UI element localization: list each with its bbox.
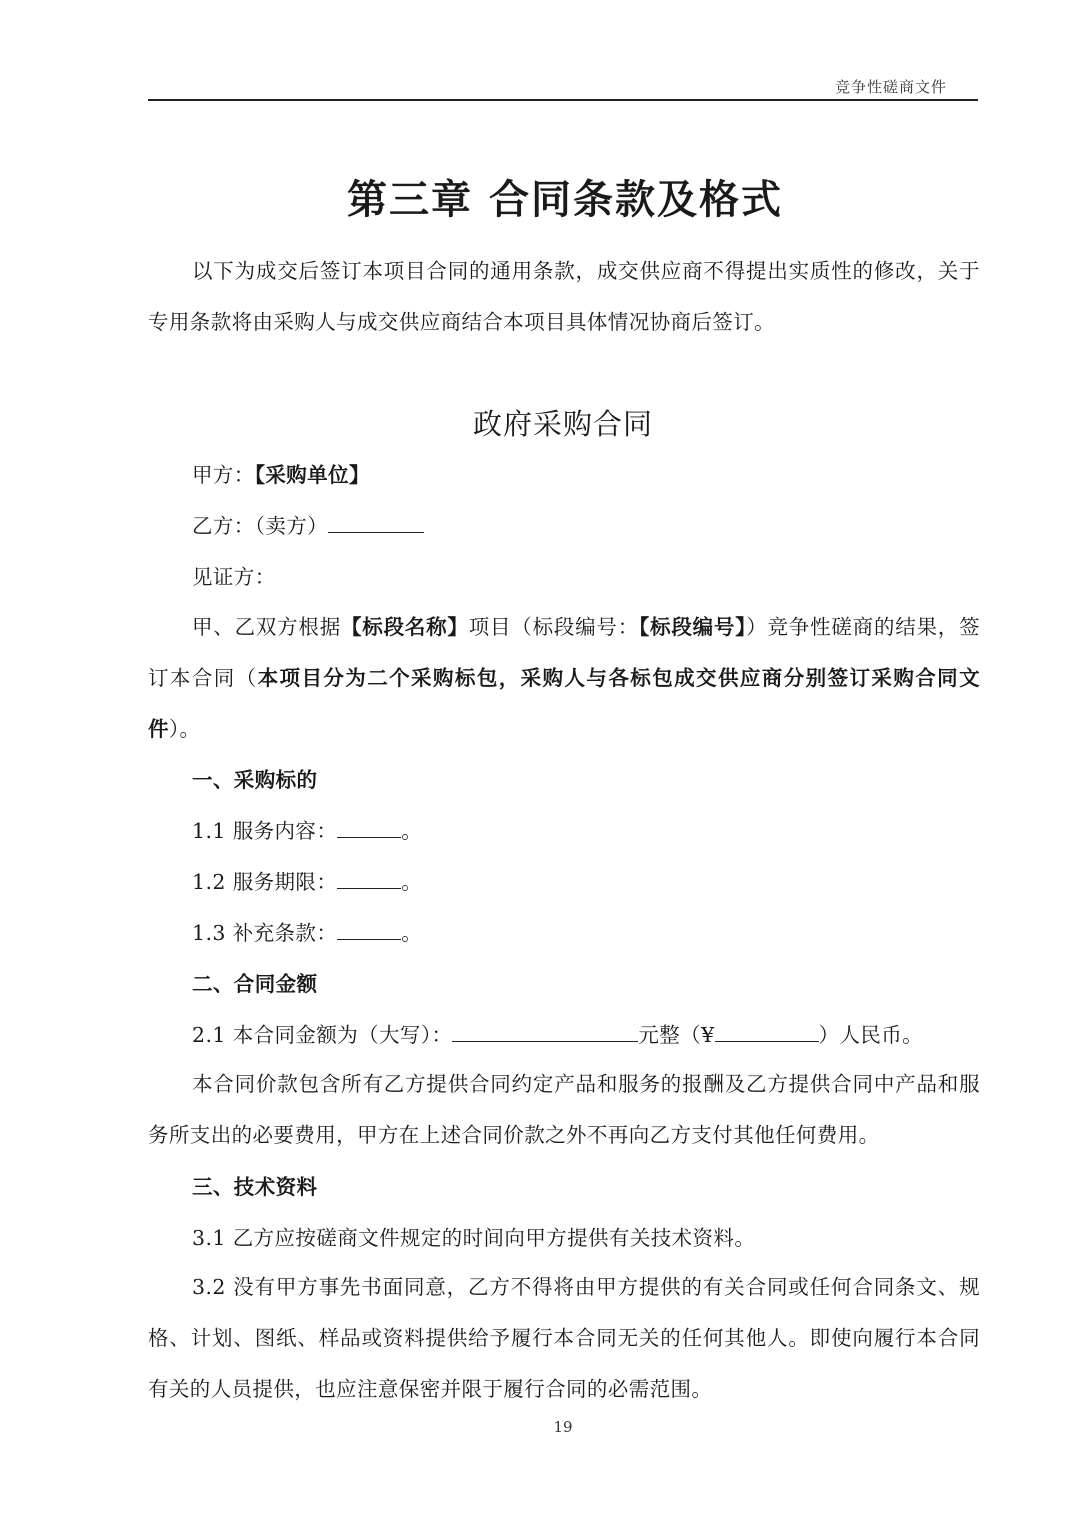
item-1-3-label: 1.3 补充条款： — [192, 921, 338, 945]
section-name-placeholder: 【标段名称】 — [341, 615, 469, 639]
chapter-title: 第三章 合同条款及格式 — [347, 177, 783, 223]
party-b-blank — [328, 512, 424, 533]
preamble-text-4: ）。 — [168, 717, 201, 741]
party-b-label: 乙方：（卖方） — [192, 514, 329, 538]
item-2-1-text-c: ）人民币。 — [818, 1023, 924, 1047]
section-number-placeholder: 【标段编号】 — [639, 615, 747, 639]
preamble-bold-note: 本项目分为二个采购标包，采购人与各标包成交供应商分别签订采购合同文件 — [148, 666, 980, 741]
item-3-1: 3.1 乙方应按磋商文件规定的时间向甲方提供有关技术资料。 — [192, 1226, 756, 1250]
party-b-line — [192, 511, 424, 541]
item-1-3 — [192, 918, 422, 948]
item-2-1-text-b: 元整（¥ — [638, 1023, 715, 1047]
item-1-2-end: 。 — [401, 870, 423, 894]
contract-title: 政府采购合同 — [472, 407, 653, 441]
item-1-3-end: 。 — [401, 921, 423, 945]
item-1-3-blank — [337, 919, 401, 940]
witness-label: 见证方： — [192, 565, 276, 589]
party-a-label: 甲方： — [192, 463, 255, 487]
preamble-text-3: ）竞争性磋商的结果，签订本合同（ — [148, 615, 980, 690]
item-1-2-label: 1.2 服务期限： — [192, 870, 338, 894]
item-2-1-text-a: 2.1 本合同金额为（大写）： — [192, 1023, 453, 1047]
item-2-1 — [192, 1020, 923, 1050]
price-note-paragraph: 本合同价款包含所有乙方提供合同约定产品和服务的报酬及乙方提供合同中产品和服务所支出的必要费用，甲方在上述合同价款之外不再向乙方支付其他任何费用。 — [148, 1072, 980, 1147]
item-1-2 — [192, 867, 422, 897]
contract-preamble — [148, 602, 980, 755]
item-1-1-label: 1.1 服务内容： — [192, 819, 338, 843]
item-1-1-blank — [337, 817, 401, 838]
party-a-line — [192, 460, 370, 490]
section-3-heading: 三、技术资料 — [192, 1175, 318, 1199]
section-2-heading: 二、合同金额 — [192, 972, 318, 996]
item-1-1 — [192, 816, 422, 846]
preamble-text-2: 项目（标段编号： — [468, 615, 640, 639]
item-1-2-blank — [337, 868, 401, 889]
amount-figure-blank — [715, 1021, 819, 1042]
page-number: 19 — [553, 1418, 573, 1436]
amount-words-blank — [452, 1021, 638, 1042]
preamble-text-1: 甲、乙双方根据 — [192, 615, 341, 639]
document-header-title: 竞争性磋商文件 — [834, 78, 947, 96]
intro-paragraph: 以下为成交后签订本项目合同的通用条款，成交供应商不得提出实质性的修改，关于专用条款将由采购人与成交供应商结合本项目具体情况协商后签订。 — [148, 259, 980, 334]
header-divider — [148, 99, 978, 101]
item-1-1-end: 。 — [401, 819, 423, 843]
item-3-2: 3.2 没有甲方事先书面同意，乙方不得将由甲方提供的有关合同或任何合同条文、规格、计划、图纸、样品或资料提供给予履行本合同无关的任何其他人。即使向履行本合同有关的人员提供，也应注意保密并限于履行合同的必需范围。 — [148, 1275, 980, 1401]
party-a-value: 【采购单位】 — [254, 463, 370, 487]
section-1-heading: 一、采购标的 — [192, 768, 318, 792]
